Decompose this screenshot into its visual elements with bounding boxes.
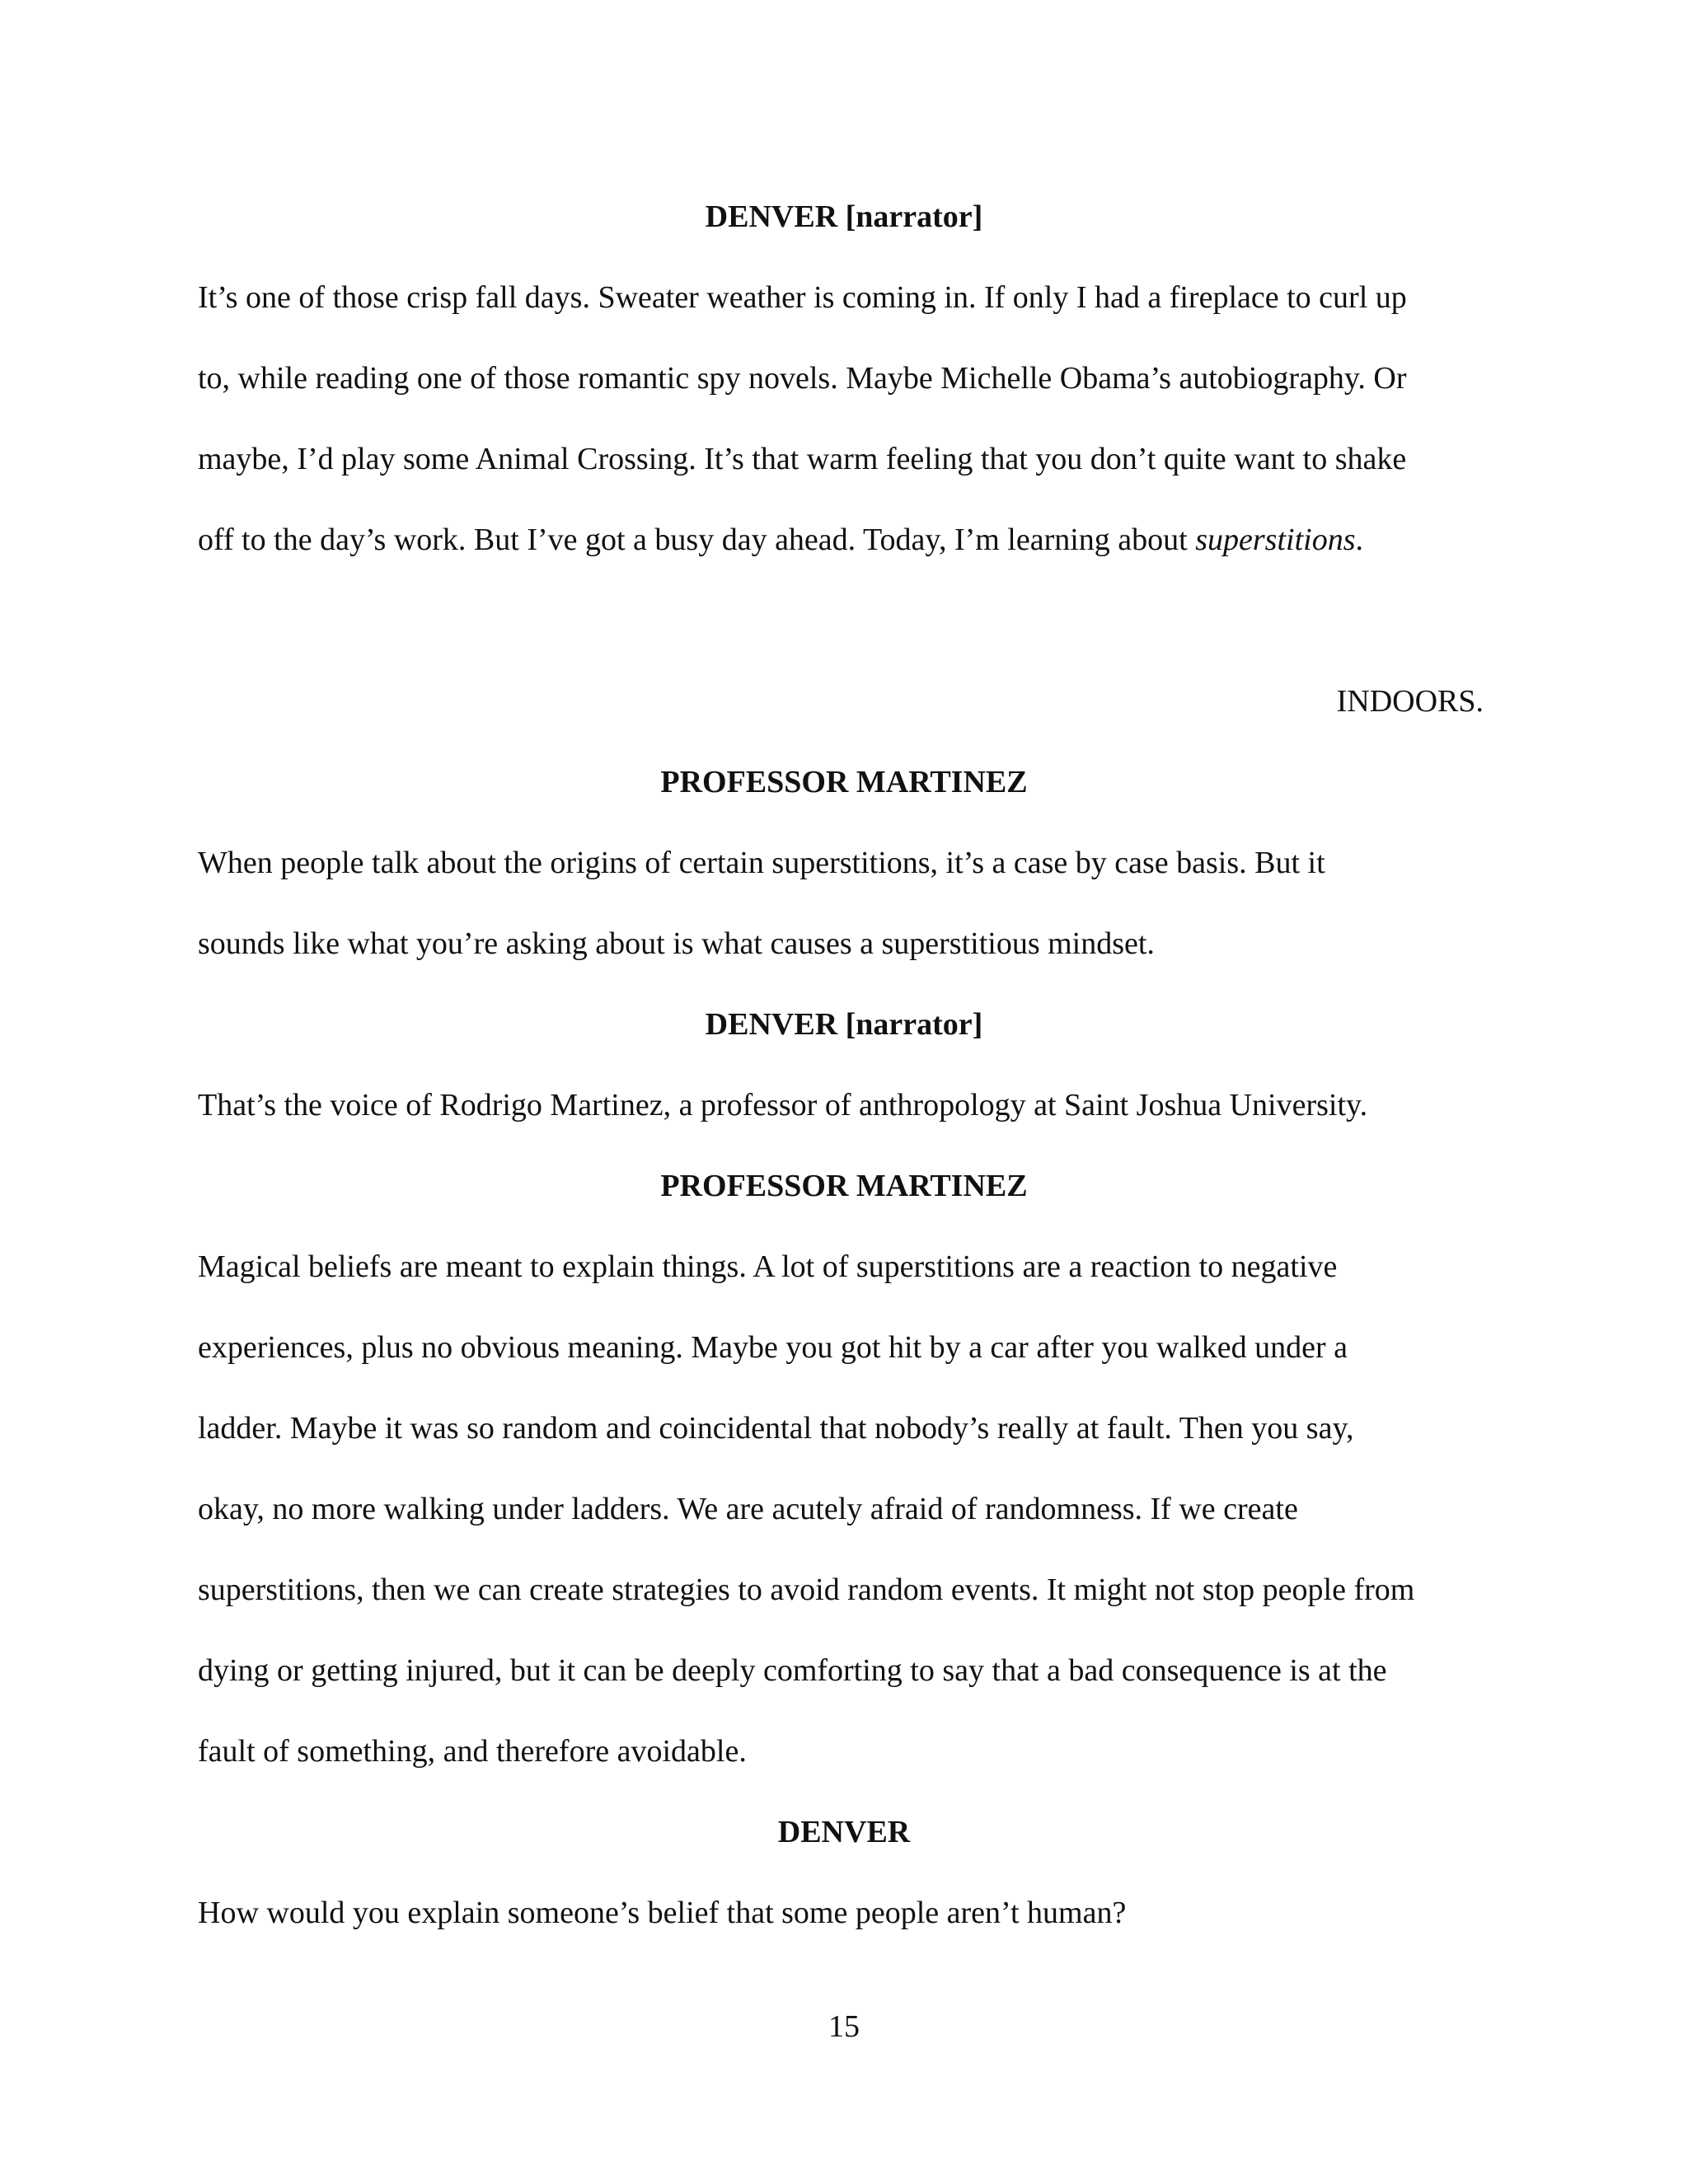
dialogue-line: maybe, I’d play some Animal Crossing. It’s that warm feeling that you don’t quite want to shake <box>198 442 1407 476</box>
dialogue-line: okay, no more walking under ladders. We are acutely afraid of randomness. If we create <box>198 1492 1298 1526</box>
emphasized-word: superstitions <box>1195 523 1356 557</box>
dialogue-line: ladder. Maybe it was so random and coincidental that nobody’s really at fault. Then you say, <box>198 1411 1354 1446</box>
dialogue-line: Magical beliefs are meant to explain things. A lot of superstitions are a reaction to negative <box>198 1249 1338 1284</box>
dialogue-line: experiences, plus no obvious meaning. Maybe you got hit by a car after you walked under a <box>198 1330 1348 1365</box>
dialogue-line: That’s the voice of Rodrigo Martinez, a professor of anthropology at Saint Joshua University. <box>198 1088 1368 1122</box>
dialogue-line: It’s one of those crisp fall days. Sweater weather is coming in. If only I had a fireplace to curl up <box>198 280 1407 315</box>
dialogue-line: to, while reading one of those romantic spy novels. Maybe Michelle Obama’s autobiography. Or <box>198 361 1407 396</box>
dialogue-line: dying or getting injured, but it can be deeply comforting to say that a bad consequence is at the <box>198 1653 1387 1688</box>
speaker-heading: DENVER <box>777 1815 911 1849</box>
dialogue-line: How would you explain someone’s belief that some people aren’t human? <box>198 1896 1127 1930</box>
scene-heading: INDOORS. <box>1336 684 1484 719</box>
dialogue-line: When people talk about the origins of certain superstitions, it’s a case by case basis. But it <box>198 846 1325 880</box>
speaker-heading: PROFESSOR MARTINEZ <box>660 765 1028 799</box>
dialogue-line <box>198 521 1363 559</box>
line-text: off to the day’s work. But I’ve got a busy day ahead. Today, I’m learning about <box>198 523 1196 557</box>
page-number: 15 <box>828 2009 860 2044</box>
line-punctuation: . <box>1355 523 1363 557</box>
dialogue-line: sounds like what you’re asking about is what causes a superstitious mindset. <box>198 926 1155 961</box>
speaker-heading: PROFESSOR MARTINEZ <box>660 1169 1028 1203</box>
speaker-heading: DENVER [narrator] <box>705 1007 983 1042</box>
dialogue-line: superstitions, then we can create strategies to avoid random events. It might not stop people from <box>198 1572 1415 1607</box>
speaker-heading: DENVER [narrator] <box>705 199 983 234</box>
dialogue-line: fault of something, and therefore avoidable. <box>198 1734 747 1769</box>
